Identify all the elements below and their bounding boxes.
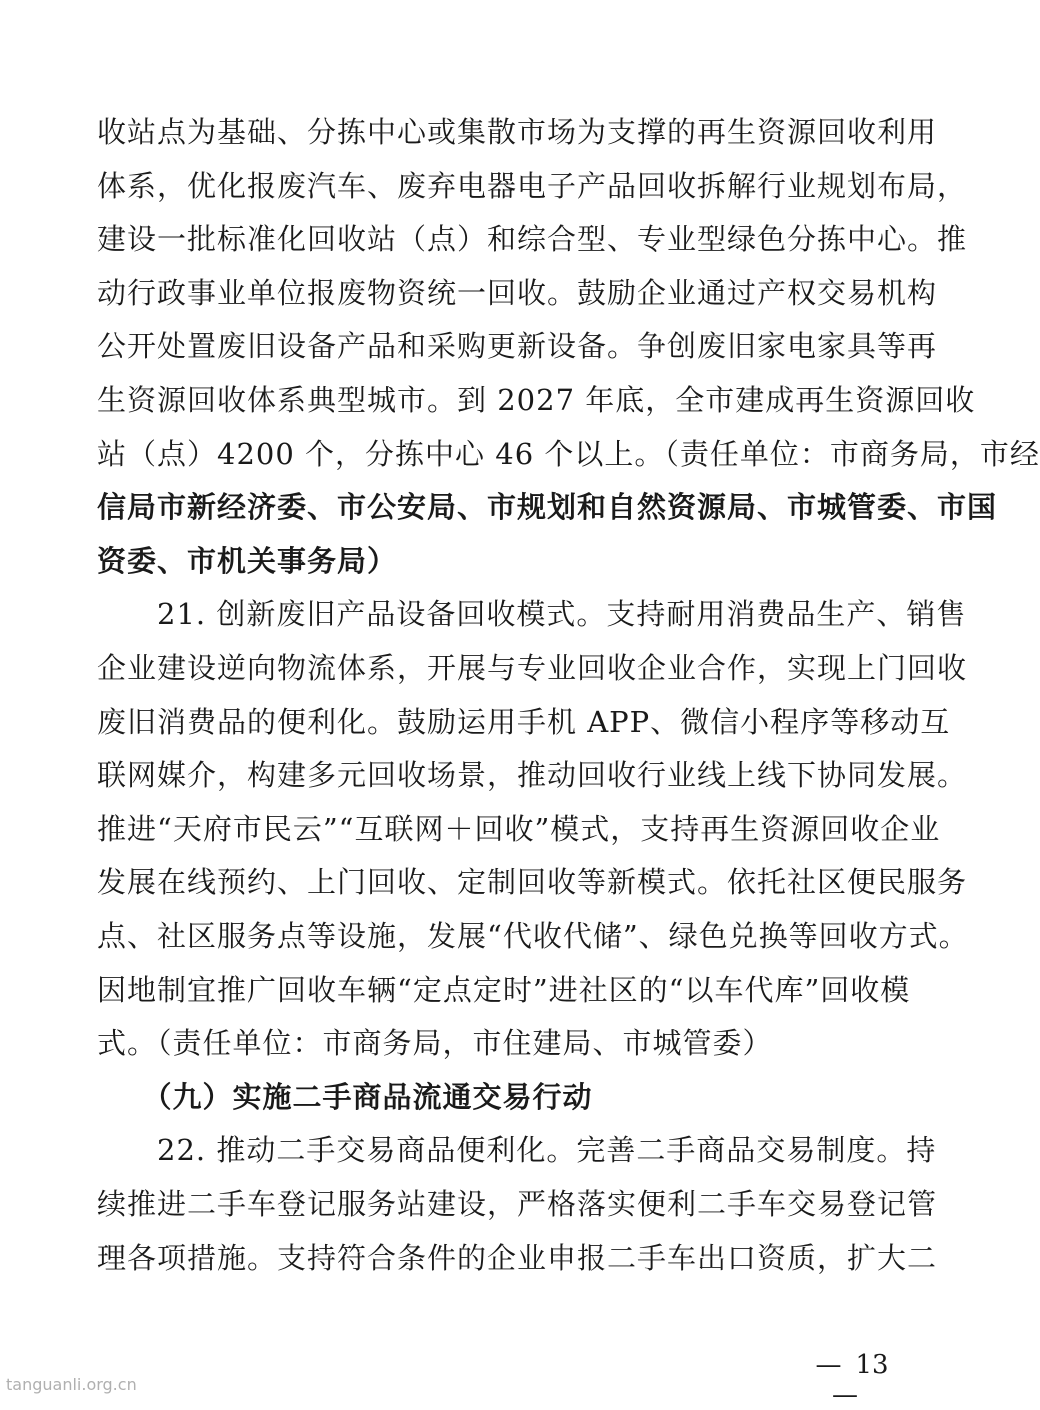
text-line: 收站点为基础、分拣中心或集散市场为支撑的再生资源回收利用 (97, 115, 938, 149)
text-line: 点、社区服务点等设施，发展“代收代储”、绿色兑换等回收方式。 (97, 919, 969, 953)
text-line: 21. 创新废旧产品设备回收模式。支持耐用消费品生产、销售 (97, 597, 967, 632)
text-line: 联网媒介，构建多元回收场景，推动回收行业线上线下协同发展。 (97, 758, 968, 793)
text-line: 资委、市机关事务局） (97, 543, 398, 578)
text-line: 企业建设逆向物流体系，开展与专业回收企业合作，实现上门回收 (97, 651, 968, 685)
text-line: 发展在线预约、上门回收、定制回收等新模式。依托社区便民服务 (97, 865, 968, 900)
text-line: 建设一批标准化回收站（点）和综合型、专业型绿色分拣中心。推 (97, 222, 968, 257)
text-line: 22. 推动二手交易商品便利化。完善二手商品交易制度。持 (97, 1133, 937, 1168)
text-line: 体系，优化报废汽车、废弃电器电子产品回收拆解行业规划布局， (97, 168, 968, 203)
text-line: 因地制宜推广回收车辆“定点定时”进社区的“以车代库”回收模 (97, 972, 911, 1007)
page-number (780, 1350, 910, 1410)
watermark: tanguanli.org.cn (6, 1375, 137, 1394)
text-line: 推进“天府市民云”“互联网＋回收”模式，支持再生资源回收企业 (97, 811, 941, 846)
page-dash-left: — (815, 1350, 842, 1380)
text-line: 理各项措施。支持符合条件的企业申报二手车出口资质，扩大二 (97, 1240, 938, 1275)
text-line: 续推进二手车登记服务站建设，严格落实便利二手车交易登记管 (97, 1187, 938, 1221)
text-line: 站（点）4200 个，分拣中心 46 个以上。（责任单位：市商务局，市经 (97, 436, 1040, 471)
page-dash-right: — (832, 1380, 858, 1410)
text-line: 式。（责任单位：市商务局，市住建局、市城管委） (97, 1026, 773, 1061)
text-line: 信局市新经济委、市公安局、市规划和自然资源局、市城管委、市国 (97, 490, 998, 525)
text-line: 公开处置废旧设备产品和采购更新设备。争创废旧家电家具等再 (97, 329, 938, 364)
text-line: （九）实施二手商品流通交易行动 (97, 1079, 593, 1114)
text-line: 生资源回收体系典型城市。到 2027 年底，全市建成再生资源回收 (97, 383, 976, 417)
text-line: 动行政事业单位报废物资统一回收。鼓励企业通过产权交易机构 (97, 275, 938, 310)
text-line: 废旧消费品的便利化。鼓励运用手机 APP、微信小程序等移动互 (97, 704, 951, 739)
page-number-value: 13 (855, 1350, 889, 1380)
